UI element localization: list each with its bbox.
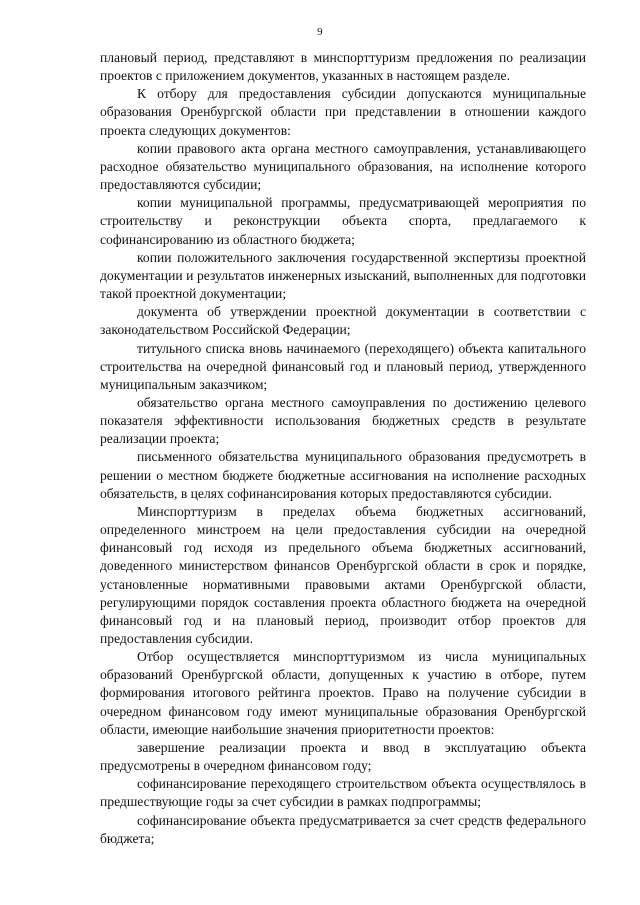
list-item-written-obligation: письменного обязательства муниципального образования предусмотреть в решении о местном бюджете бюджетные ассигнования на исполнение расходных обязательств, в целях софинансирования которых предоставляются субсидии. <box>100 449 586 501</box>
list-item-design-approval-document: документа об утверждении проектной документации в соответствии с законодательством Российской Федерации; <box>100 304 586 338</box>
list-item-priority-cofinancing-previous: софинансирование переходящего строительством объекта осуществлялось в предшествующие годы за счет субсидии в рамках подпрограммы; <box>100 776 586 810</box>
list-item-priority-federal-budget: софинансирование объекта предусматривается за счет средств федерального бюджета; <box>100 812 586 846</box>
list-item-priority-completion: завершение реализации проекта и ввод в эксплуатацию объекта предусмотрены в очередном финансовом году; <box>100 739 586 774</box>
list-item-expertise-conclusion-copy: копии положительного заключения государственной экспертизы проектной документации и результатов инженерных изысканий, выполненных для подготовки такой проектной документации; <box>100 249 586 302</box>
paragraph-ministry-selection: Минспорттуризм в пределах объема бюджетных ассигнований, определенного минстроем на цели предоставления субсидии на очередной финансовый год исходя из предельного объема бюджетных ассигнований, доведенного министерством финансов Оренбургской области в срок и порядке, установленные нормативными правовыми актами Оренбургской области, регулирующими порядок составления проекта областного бюджета на очередной финансовый год и на плановый период, производит отбор проектов для предоставления субсидии. <box>100 503 586 646</box>
list-item-target-indicator-obligation: обязательство органа местного самоуправления по достижению целевого показателя эффективности использования бюджетных средств в результате реализации проекта; <box>100 394 586 447</box>
list-item-municipal-program-copy: копии муниципальной программы, предусматривающей мероприятия по строительству и реконструкции объекта спорта, предлагаемого к софинансированию из областного бюджета; <box>100 195 586 247</box>
paragraph-continuation: плановый период, представляют в минспорттуризм предложения по реализации проектов с приложением документов, указанных в настоящем разделе. <box>100 50 586 84</box>
list-item-title-list: титульного списка вновь начинаемого (переходящего) объекта капитального строительства на очередной финансовый год и плановый период, утвержденного муниципальным заказчиком; <box>100 340 586 392</box>
paragraph-selection-procedure: Отбор осуществляется минспорттуризмом из числа муниципальных образований Оренбургской области, допущенных к участию в отборе, путем формирования итогового рейтинга проектов. Право на получение субсидии в очередном финансовом году имеют муниципальные образования Оренбургской области, имеющие наибольшие значения приоритетности проектов: <box>100 649 586 737</box>
document-body <box>100 49 586 848</box>
list-item-legal-act-copy: копии правового акта органа местного самоуправления, устанавливающего расходное обязательство муниципального образования, на исполнение которого предоставляются субсидии; <box>100 140 586 193</box>
paragraph-selection-admission: К отбору для предоставления субсидии допускаются муниципальные образования Оренбургской области при представлении в отношении каждого проекта следующих документов: <box>100 86 586 138</box>
page-number: 9 <box>317 26 323 38</box>
